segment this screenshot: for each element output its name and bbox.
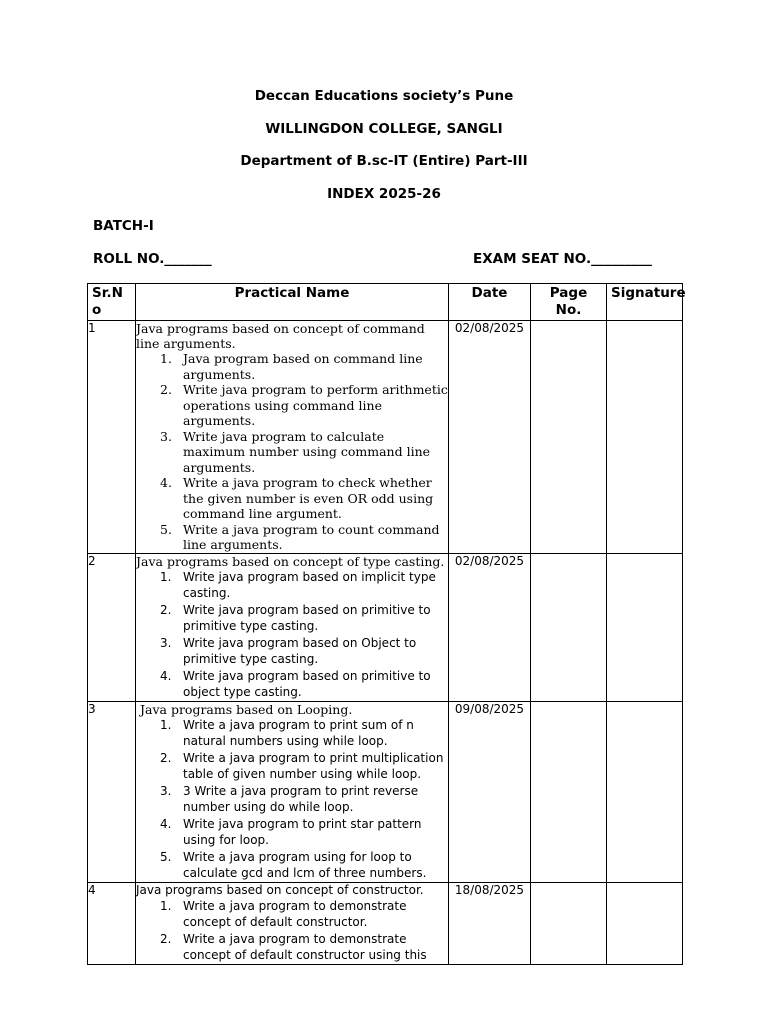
row-practical-name	[136, 701, 449, 882]
list-item: 4. Write java program to print star pattern using for loop.	[160, 816, 422, 847]
row-practical-name	[136, 882, 449, 964]
list-item: 3. Write java program to calculate maximum number using command line arguments.	[160, 428, 431, 475]
list-item: 1. Write a java program to demonstrate concept of default constructor.	[160, 898, 407, 929]
list-item: 3. Write java program based on Object to primitive type casting.	[160, 635, 417, 666]
row-srno: 2	[88, 553, 136, 701]
list-item: 3. 3 Write a java program to print reverse number using do while loop.	[160, 783, 419, 814]
row-date: 18/08/2025	[449, 882, 531, 964]
practical-list	[136, 351, 448, 553]
row-srno: 4	[88, 882, 136, 964]
index-table	[87, 283, 686, 965]
list-item: 2. Write java program based on primitive to primitive type casting.	[160, 602, 431, 633]
column-header-practical-name: Practical Name	[136, 284, 449, 321]
institution-name: Deccan Educations society’s Pune	[254, 88, 514, 104]
row-date: 02/08/2025	[449, 321, 531, 554]
row-page-no	[531, 882, 607, 964]
practical-list	[136, 717, 448, 882]
row-signature	[607, 553, 683, 701]
list-item: 1. Write java program based on implicit type casting.	[160, 569, 436, 600]
practical-list	[136, 898, 448, 963]
row-date: 09/08/2025	[449, 701, 531, 882]
row-page-no	[531, 321, 607, 554]
practical-title: Java programs based on concept of command line arguments.	[136, 321, 425, 351]
row-date: 02/08/2025	[449, 553, 531, 701]
exam-seat-no-field: EXAM SEAT NO._________	[473, 251, 652, 267]
index-title: INDEX 2025-26	[327, 186, 441, 202]
table-header-row	[88, 284, 683, 321]
practical-list	[136, 569, 448, 701]
list-item: 1. Java program based on command line arguments.	[160, 351, 423, 382]
row-signature	[607, 701, 683, 882]
list-item: 2. Write a java program to print multiplication table of given number using while loop.	[160, 750, 444, 781]
practical-title: Java programs based on Looping.	[140, 701, 353, 717]
row-page-no	[531, 701, 607, 882]
table-row	[88, 321, 683, 554]
batch-label: BATCH-I	[93, 218, 154, 234]
roll-no-field: ROLL NO._______	[93, 251, 212, 267]
list-item: 4. Write java program based on primitive to object type casting.	[160, 668, 431, 699]
table-row	[88, 701, 683, 882]
row-practical-name	[136, 321, 449, 554]
row-signature	[607, 882, 683, 964]
row-practical-name	[136, 553, 449, 701]
list-item: 5. Write a java program using for loop to calculate gcd and lcm of three numbers.	[160, 849, 427, 880]
table-row	[88, 553, 683, 701]
row-signature	[607, 321, 683, 554]
college-name: WILLINGDON COLLEGE, SANGLI	[265, 121, 503, 137]
list-item: 5. Write a java program to count command line arguments.	[160, 521, 440, 552]
list-item: 4. Write a java program to check whether the given number is even OR odd using command line argument.	[160, 475, 434, 521]
department-name: Department of B.sc-IT (Entire) Part-III	[240, 153, 528, 169]
column-header-srno: Sr.No	[88, 284, 136, 321]
practical-title: Java programs based on concept of constructor.	[136, 882, 424, 897]
list-item: 2. Write a java program to demonstrate concept of default constructor using this	[160, 931, 427, 962]
column-header-page-no: Page No.	[531, 284, 607, 321]
row-srno: 3	[88, 701, 136, 882]
list-item: 1. Write a java program to print sum of n natural numbers using while loop.	[160, 717, 414, 748]
column-header-signature: Signature	[607, 284, 683, 321]
row-page-no	[531, 553, 607, 701]
table-row	[88, 882, 683, 964]
column-header-date: Date	[449, 284, 531, 321]
practical-title: Java programs based on concept of type casting.	[136, 553, 445, 569]
row-srno: 1	[88, 321, 136, 554]
list-item: 2. Write java program to perform arithmetic operations using command line arguments.	[160, 382, 448, 428]
